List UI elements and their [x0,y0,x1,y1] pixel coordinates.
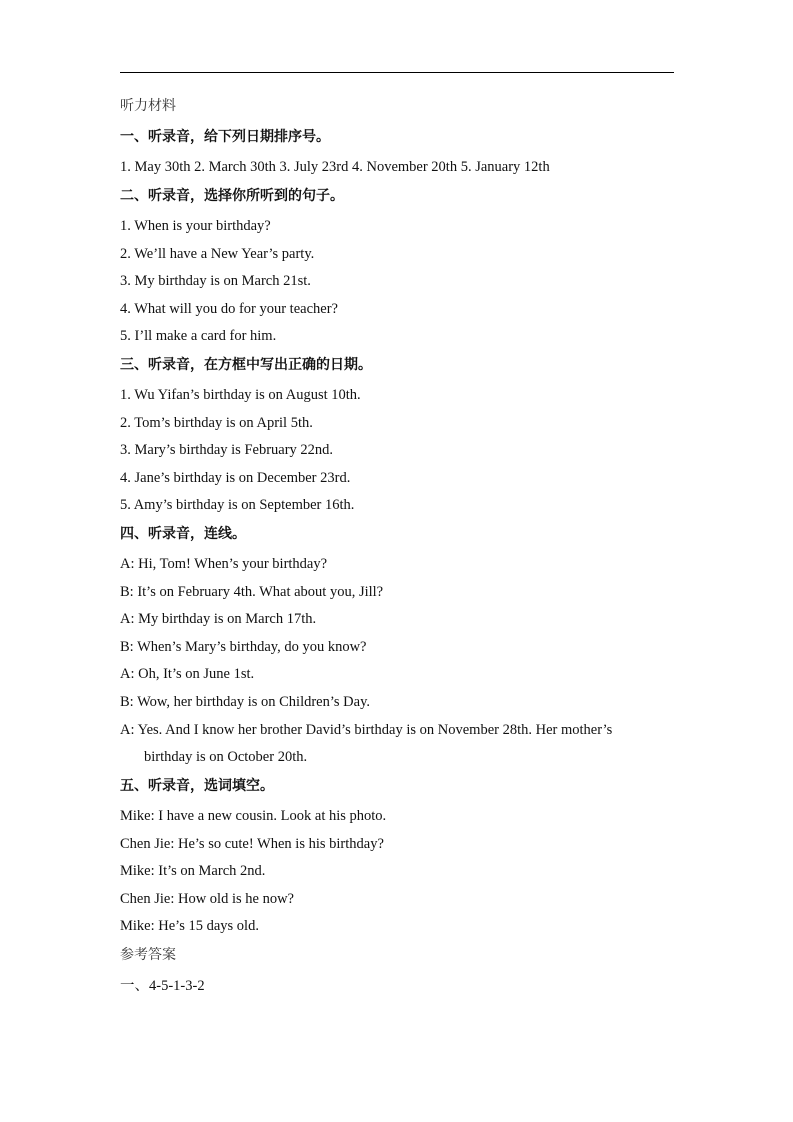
dialogue-line: Chen Jie: He’s so cute! When is his birthday? [120,836,384,852]
dialogue-line: B: When’s Mary’s birthday, do you know? [120,639,367,655]
section-5-heading: 五、听录音，选词填空。 [120,778,274,794]
dialogue-line: A: My birthday is on March 17th. [120,611,317,627]
section-1-line: 1. May 30th 2. March 30th 3. July 23rd 4. November 20th 5. January 12th [120,159,550,175]
dialogue-line: A: Oh, It’s on June 1st. [120,666,255,682]
section-2-heading: 二、听录音，选择你所听到的句子。 [120,188,344,204]
dialogue-line: B: It’s on February 4th. What about you, Jill? [120,584,384,600]
section-2-line: 1. When is your birthday? [120,218,271,234]
section-2-line: 5. I’ll make a card for him. [120,328,277,344]
dialogue-line: Mike: He’s 15 days old. [120,918,259,934]
section-3-line: 1. Wu Yifan’s birthday is on August 10th. [120,387,361,403]
answers-title: 参考答案 [120,947,176,963]
dialogue-line: Mike: It’s on March 2nd. [120,863,266,879]
section-2-line: 4. What will you do for your teacher? [120,301,338,317]
section-3-line: 4. Jane’s birthday is on December 23rd. [120,470,351,486]
header-rule [120,72,674,73]
dialogue-line-continued: birthday is on October 20th. [144,749,308,765]
dialogue-line: A: Hi, Tom! When’s your birthday? [120,556,328,572]
dialogue-line: Chen Jie: How old is he now? [120,891,294,907]
section-3-line: 2. Tom’s birthday is on April 5th. [120,415,313,431]
document-title: 听力材料 [120,98,176,114]
section-1-heading: 一、听录音，给下列日期排序号。 [120,129,330,145]
section-2-line: 3. My birthday is on March 21st. [120,273,311,289]
section-3-line: 5. Amy’s birthday is on September 16th. [120,497,355,513]
section-4-heading: 四、听录音，连线。 [120,526,246,542]
answer-line: 一、4-5-1-3-2 [120,978,205,994]
section-2-line: 2. We’ll have a New Year’s party. [120,246,315,262]
dialogue-line: B: Wow, her birthday is on Children’s Day. [120,694,371,710]
section-3-line: 3. Mary’s birthday is February 22nd. [120,442,334,458]
dialogue-line: Mike: I have a new cousin. Look at his photo. [120,808,387,824]
section-3-heading: 三、听录音，在方框中写出正确的日期。 [120,357,372,373]
dialogue-line: A: Yes. And I know her brother David’s birthday is on November 28th. Her mother’s [120,722,613,738]
